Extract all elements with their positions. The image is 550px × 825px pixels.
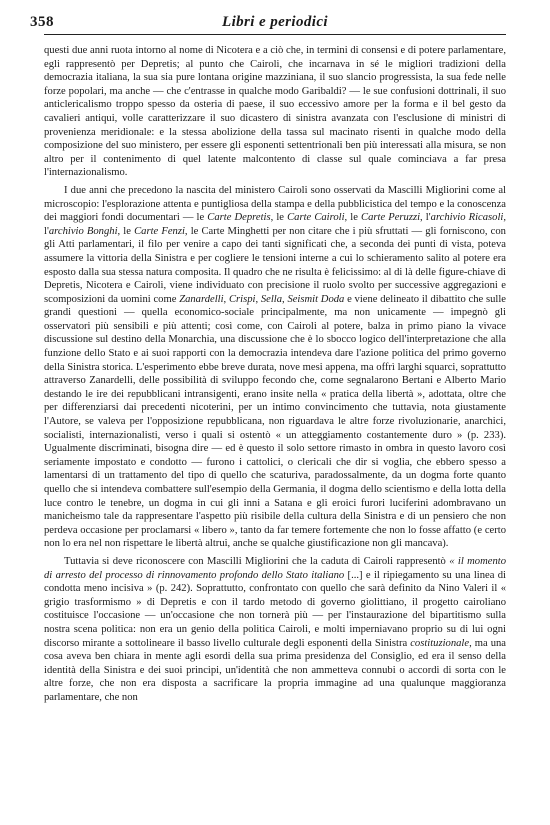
- paragraph-2: I due anni che precedono la nascita del ministero Cairoli sono osservati da Mascilli Migliorini come al microscopio: l'esplorazione attenta e puntigliosa della stampa e della pubblicistica del tempo e la conoscenza dei maggiori fondi documentari — le Carte Depretis, le Carte Cairoli, le Carte Peruzzi, l'archivio Ricasoli, l'archivio Bonghi, le Carte Fenzi, le Carte Minghetti per non citare che i più sfruttati — gli forniscono, con gli Atti parlamentari, il filo per venire a capo dei tanti significati che, a seconda dei punti di vista, poteva assumere la vittoria della Sinistra e per cogliere le tensioni interne a cui lo schieramento salito al potere era esposto dalla sua stessa natura composita. Il quadro che ne risulta è felicissimo: al di là delle figure-chiave di Depretis, Nicotera e Cairoli, viene individuato con precisione il ruolo svolto per successive aggregazioni e scomposizioni da uomini come Zanardelli, Crispi, Sella, Seismit Doda e viene delineato il dibattito che sulle grandi questioni — quella economico-sociale principalmente, ma non unicamente — impegnò gli osservatori più sensibili e più attenti; così come, con Cairoli al potere, balza in primo piano la vivace discussione sul destino della Monarchia, una discussione che è lo sbocco logico dell'interpretazione che alla funzione dello Stato e ai suoi rapporti con la democrazia intendeva dare l'azione politica del primo governo della Sinistra storica. L'esperimento ebbe breve durata, nove mesi appena, ma offrì larghi squarci, soprattutto attraverso Zanardelli, delle possibilità di sviluppo fecondo che, come segnalarono Bertani e Alberto Mario destando le ire dei repubblicani intransigenti, erano insite nella « pratica della libertà », adottata, oltre che per differenziarsi dai precedenti nicoterini, per un intimo convincimento che tuttavia, nota giustamente l'Autore, se valeva per l'opposizione repubblicana, non riguardava le altre forze rivoluzionarie, anarchici, socialisti, internazionalisti, verso i quali si ostentò « un atteggiamento costantemente duro » (p. 233). Ugualmente discriminati, bisogna dire — ed è questo il solo settore rimasto in ombra in questo lavoro così seriamente impostato e condotto — furono i cattolici, o clericali che dir si voglia, che ebbero spesso a lamentarsi di un trattamento del tipo di quello che scaturiva, paradossalmente, da un dogma forte quanto quello che si intendeva combattere sull'esempio della Germania, il dogma dello scientismo e della lotta della luce contro le tenebre, un dogma in cui gli inni a Satana e gli eroici furori luciferini adombravano un manicheismo tale da rappresentare l'aspetto più risibile della cultura della Sinistra e di un pensiero che non perdeva occasione per proclamarsi « libero », tanto da far temere fortemente che non lo fosse affatto (e certo non lo era nel non rispettare le libertà altrui, anche se qualche giustificazione non gli mancava).: [44, 184, 507, 550]
- page: [30, 12, 507, 709]
- page-header: [30, 12, 506, 35]
- running-head: Libri e periodici: [222, 14, 328, 30]
- page-number: 358: [30, 14, 54, 30]
- paragraph-3: Tuttavia si deve riconoscere con Mascilli Migliorini che la caduta di Cairoli rappresentò « il momento di arresto del processo di rinnovamento profondo dello Stato italiano [...] e il ripiegamento su una linea di condotta meno incisiva » (p. 242). Soprattutto, confrontato con quello che sarà definito da Nino Valeri il « grigio trasformismo » di Depretis e con il tardo metodo di governo giolittiano, il progetto cairoliano costituisce l'occasione — un'occasione che non tornerà più — per l'instaurazione del bipartitismo sulla nostra scena politica: non era un genio della politica Cairoli, e molti imperniavano proprio su di lui ogni discorso mirante a sottolineare il basso livello culturale degli esponenti della Sinistra costituzionale, ma una cosa aveva ben chiara in mente agli esordi della sua prima presidenza del Consiglio, ed era il senso della identità della Sinistra e dei suoi principi, un'identità che non ammetteva connubi o accordi di sorta con le altre forze, che non era disposta a sacrificare la propria immagine ad una qualunque maggioranza parlamentare, che non: [44, 555, 506, 703]
- body-text: [44, 44, 506, 705]
- paragraph-1: questi due anni ruota intorno al nome di Nicotera e a ciò che, in termini di consensi e di potere parlamentare, egli rappresentò per Depretis; al punto che Cairoli, che incarnava in sé le migliori tradizioni della democrazia italiana, la sua sia pure lontana origine mazziniana, il suo slancio progressista, la sua fede nelle forze popolari, ma anche — che c'entrasse in qualche modo Garibaldi? — le sue confusioni dottrinali, il suo anticlericalismo troppo spesso da osteria di paese, il suo eccessivo amore per la forma e il bel gesto da cavalieri antiqui, volle caratterizzare il suo dicastero di sinistra avanzata con l'esclusione di ministri di provenienza meridionale: e la stessa abolizione della tassa sul macinato risenti in qualche modo della composizione del suo ministero, per essere gli esponenti settentrionali ben più interessati alla misura, se non altro per il contenimento di quel latente malcontento di classe sul quale cominciava a far presa l'internazionalismo.: [44, 45, 506, 179]
